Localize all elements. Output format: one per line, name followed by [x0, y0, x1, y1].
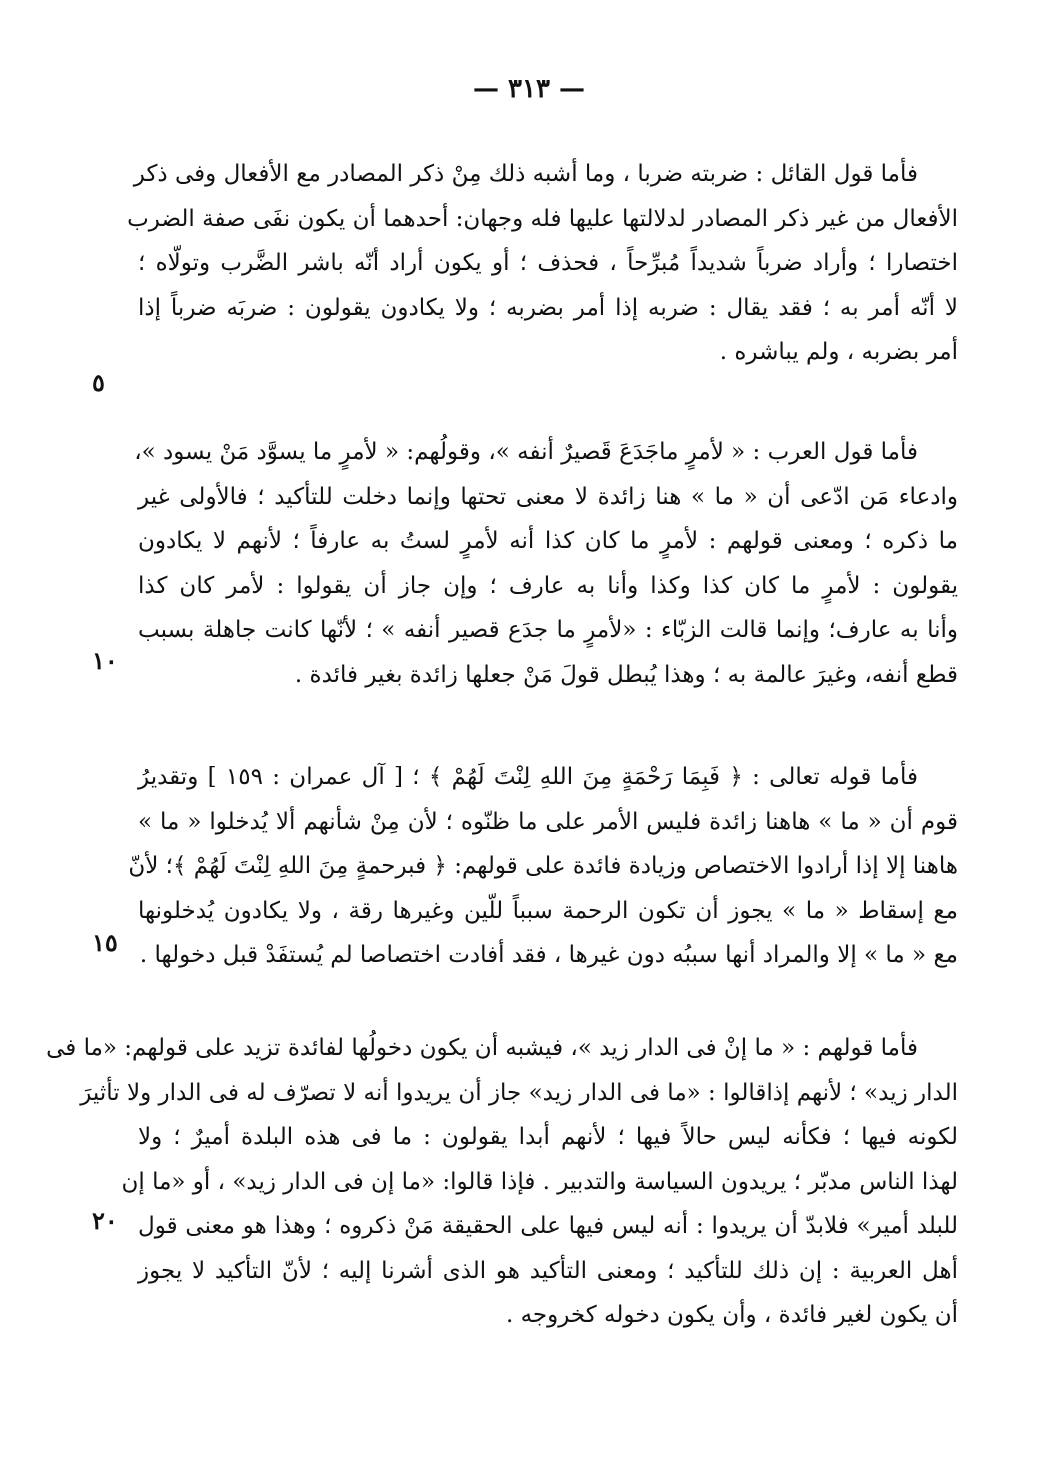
line-marker-15: ١٥ — [92, 928, 118, 957]
paragraph-3 — [128, 755, 958, 978]
text-line: مع إسقاط « ما » يجوز أن تكون الرحمة سبباً للّين وغيرها رقة ، ولا يكادون يُدخلونها — [138, 897, 958, 924]
text-line: وأنا به عارف؛ وإنما قالت الزبّاء : «لأمرٍ ما جدَع قصير أنفه » ؛ لأنّها كانت جاهلة بسبب — [138, 617, 958, 643]
paragraph-1 — [127, 152, 958, 375]
page-number: — ٣١٣ — — [472, 74, 586, 104]
text-line: أهل العربية : إن ذلك للتأكيد ؛ ومعنى التأكيد هو الذى أشرنا إليه ؛ لأنّ التأكيد لا يجوز — [138, 1257, 958, 1284]
text-line: لا أنّه أمر به ؛ فقد يقال : ضربه إذا أمر بضربه ؛ ولا يكادون يقولون : ضربَه ضرباً إذا — [138, 294, 958, 321]
text-line: أمر بضربه ، ولم يباشره . — [719, 339, 958, 365]
text-line: فأما قول العرب : « لأمرٍ ماجَدَعَ قَصيرٌ أنفه »، وقولُهم: « لأمرٍ ما يسوَّد مَنْ يسود »، — [134, 439, 918, 465]
text-line: فأما قولهم : « ما إنْ فى الدار زيد »، فيشبه أن يكون دخولُها لفائدة تزيد على قولهم: «ما فى — [46, 1035, 918, 1061]
text-line: فأما قوله تعالى : ﴿ فَبِمَا رَحْمَةٍ مِنَ اللهِ لِنْتَ لَهُمْ ﴾ ؛ [ آل عمران : ١٥٩ ] وتقديرُ — [138, 764, 918, 790]
text-line: الدار زيد» ؛ لأنهم إذاقالوا : «ما فى الدار زيد» جاز أن يريدوا أنه لا تصرّف له فى الدار ولا تأثيرَ — [80, 1079, 958, 1106]
text-line: الأفعال من غير ذكر المصادر لدلالتها عليها فله وجهان: أحدهما أن يكون نفَى صفة الضرب — [127, 205, 958, 232]
text-line: يقولون : لأمرٍ ما كان كذا وكذا وأنا به عارف ؛ وإن جاز أن يقولوا : لأمر كان كذا — [138, 572, 958, 599]
text-line: قوم أن « ما » هاهنا زائدة فليس الأمر على ما ظنّوه ؛ لأن مِنْ شأنهم ألا يُدخلوا « ما » — [138, 808, 958, 835]
text-line: هاهنا إلا إذا أرادوا الاختصاص وزيادة فائدة على قولهم: ﴿ فبرحمةٍ مِنَ اللهِ لِنْتَ لَهُمْ ﴾؛ لأنّ — [128, 853, 958, 879]
text-line: وادعاء مَن ادّعى أن « ما » هنا زائدة لا معنى تحتها وإنما دخلت للتأكيد ؛ فالأولى غير — [138, 483, 958, 510]
text-line: أن يكون لغير فائدة ، وأن يكون دخوله كخروجه . — [505, 1302, 958, 1328]
text-line: لكونه فيها ؛ فكأنه ليس حالاً فيها ؛ لأنهم أبدا يقولون : ما فى هذه البلدة أميرٌ ؛ ولا — [138, 1124, 958, 1150]
text-line: قطع أنفه، وغيرَ عالمة به ؛ وهذا يُبطل قولَ مَنْ جعلها زائدة بغير فائدة . — [294, 661, 958, 688]
paragraph-2 — [134, 430, 958, 697]
line-marker-10: ١٠ — [92, 646, 118, 675]
text-line: فأما قول القائل : ضربته ضربا ، وما أشبه ذلك مِنْ ذكر المصادر مع الأفعال وفى ذكر — [133, 161, 918, 187]
text-line: ما ذكره ؛ ومعنى قولهم : لأمرٍ ما كان كذا أنه لأمرٍ لستُ به عارفاً ؛ لأنهم لا يكادون — [138, 528, 958, 554]
line-marker-5: ٥ — [92, 368, 105, 397]
text-line: مع « ما » إلا والمراد أنها سببُه دون غيرها ، فقد أفادت اختصاصا لم يُستفَدْ قبل دخولها . — [139, 942, 958, 968]
text-line: للبلد أمير» فلابدّ أن يريدوا : أنه ليس فيها على الحقيقة مَنْ ذكروه ؛ وهذا هو معنى قول — [138, 1213, 958, 1239]
text-line: لهذا الناس مدبّر ؛ يريدون السياسة والتدبير . فإذا قالوا: «ما إن فى الدار زيد» ، أو «ما إن — [121, 1168, 958, 1195]
line-marker-20: ٢٠ — [92, 1206, 118, 1235]
text-line: اختصارا ؛ وأراد ضرباً شديداً مُبرِّحاً ، فحذف ؛ أو يكون أراد أنّه باشر الضَّرب وتولّاه ؛ — [138, 250, 958, 276]
